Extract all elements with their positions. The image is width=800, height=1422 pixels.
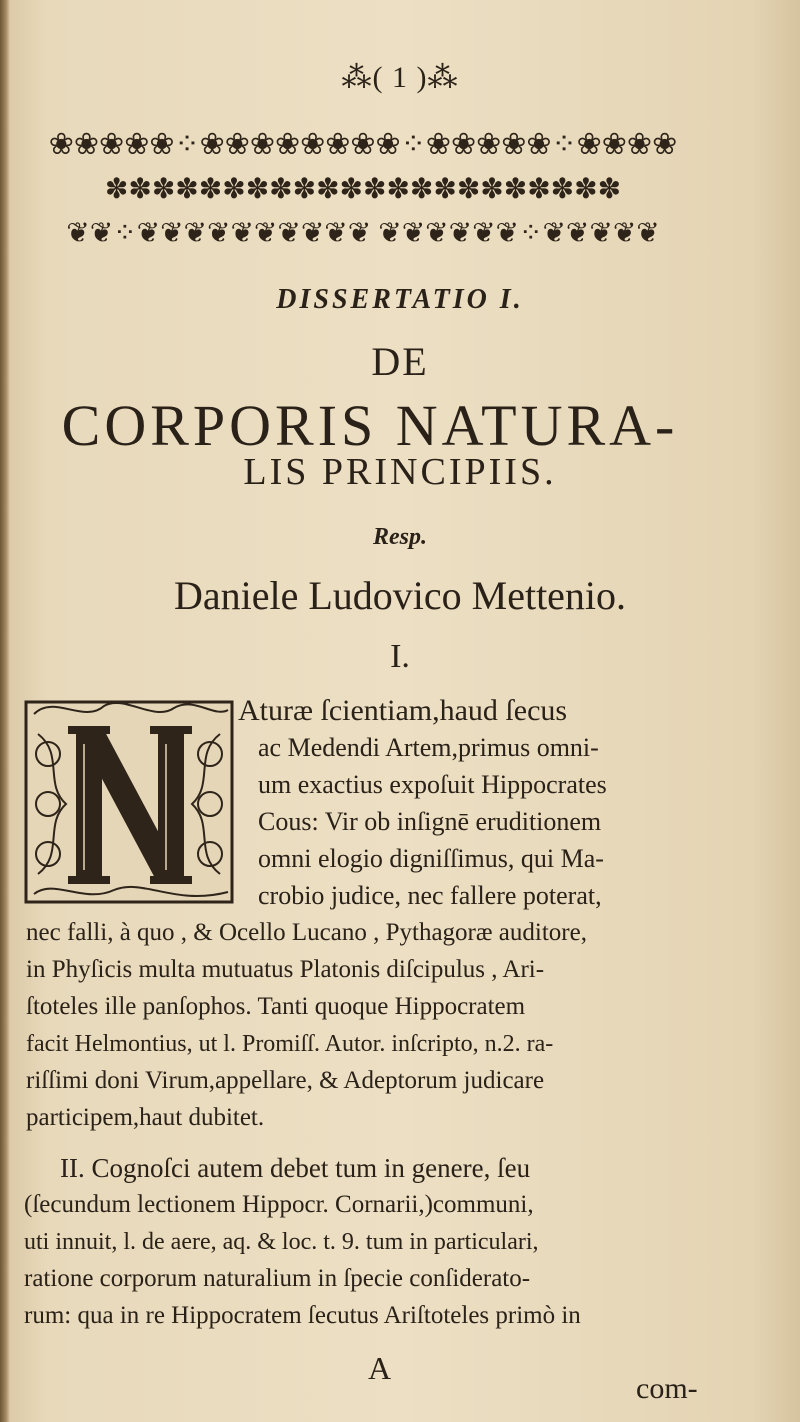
text-line: ſtoteles ille panſophos. Tanti quoque Hippocratem xyxy=(26,993,526,1020)
text-line: um exactius expoſuit Hippocrates xyxy=(258,770,607,799)
ornament-row-3: ❦❦⁘❦❦❦❦❦❦❦❦❦❦ ❦❦❦❦❦❦⁘❦❦❦❦❦ xyxy=(66,218,660,249)
title-de: DE xyxy=(371,339,429,384)
text-line: (ſecundum lectionem Hippocr. Cornarii,)communi, xyxy=(24,1191,534,1218)
ornament-row-2: ✽✽✽✽✽✽✽✽✽✽✽✽✽✽✽✽✽✽✽✽✽✽ xyxy=(104,174,622,205)
decorated-initial xyxy=(24,694,236,910)
catchword: com- xyxy=(636,1372,698,1405)
ornament-row-1: ❀❀❀❀❀⁘❀❀❀❀❀❀❀❀⁘❀❀❀❀❀⁘❀❀❀❀ xyxy=(48,128,678,161)
signature-mark: A xyxy=(368,1350,392,1386)
text-line: in Phyſicis multa mutuatus Platonis diſcipulus , Ari- xyxy=(26,956,545,983)
title-line-2: LIS PRINCIPIIS. xyxy=(243,451,557,493)
title-line-1: CORPORIS NATURA- xyxy=(61,393,679,458)
page-gutter xyxy=(0,0,10,1422)
text-line: crobio judice, nec fallere poterat, xyxy=(258,881,602,910)
text-line: ac Medendi Artem,primus omni- xyxy=(258,733,599,762)
section-number: I. xyxy=(390,638,410,675)
text-line: ratione corporum naturalium in ſpecie conſiderato- xyxy=(24,1265,531,1292)
text-line: Cous: Vir ob inſignē eruditionem xyxy=(258,807,602,836)
text-line: omni elogio digniſſimus, qui Ma- xyxy=(258,844,604,873)
dissertation-label: DISSERTATIO I. xyxy=(276,284,524,315)
text-line: Aturæ ſcientiam,haud ſecus xyxy=(238,694,568,727)
respondent-name: Daniele Ludovico Mettenio. xyxy=(173,573,627,618)
page-number: ⁂( 1 )⁂ xyxy=(341,61,459,94)
text-line: rum: qua in re Hippocratem ſecutus Ariſtoteles primò in xyxy=(24,1302,581,1329)
text-line: II. Cognoſci autem debet tum in genere, ſeu xyxy=(60,1153,531,1183)
text-line: uti innuit, l. de aere, aq. & loc. t. 9. tum in particulari, xyxy=(24,1229,539,1255)
respondent-label: Resp. xyxy=(373,524,427,550)
text-line: nec falli, à quo , & Ocello Lucano , Pythagoræ auditore, xyxy=(26,919,587,946)
text-line: facit Helmontius, ut l. Promiſſ. Autor. inſcripto, n.2. ra- xyxy=(26,1031,554,1057)
text-line: participem,haut dubitet. xyxy=(26,1104,265,1131)
text-line: riſſimi doni Virum,appellare, & Adeptorum judicare xyxy=(26,1067,545,1094)
